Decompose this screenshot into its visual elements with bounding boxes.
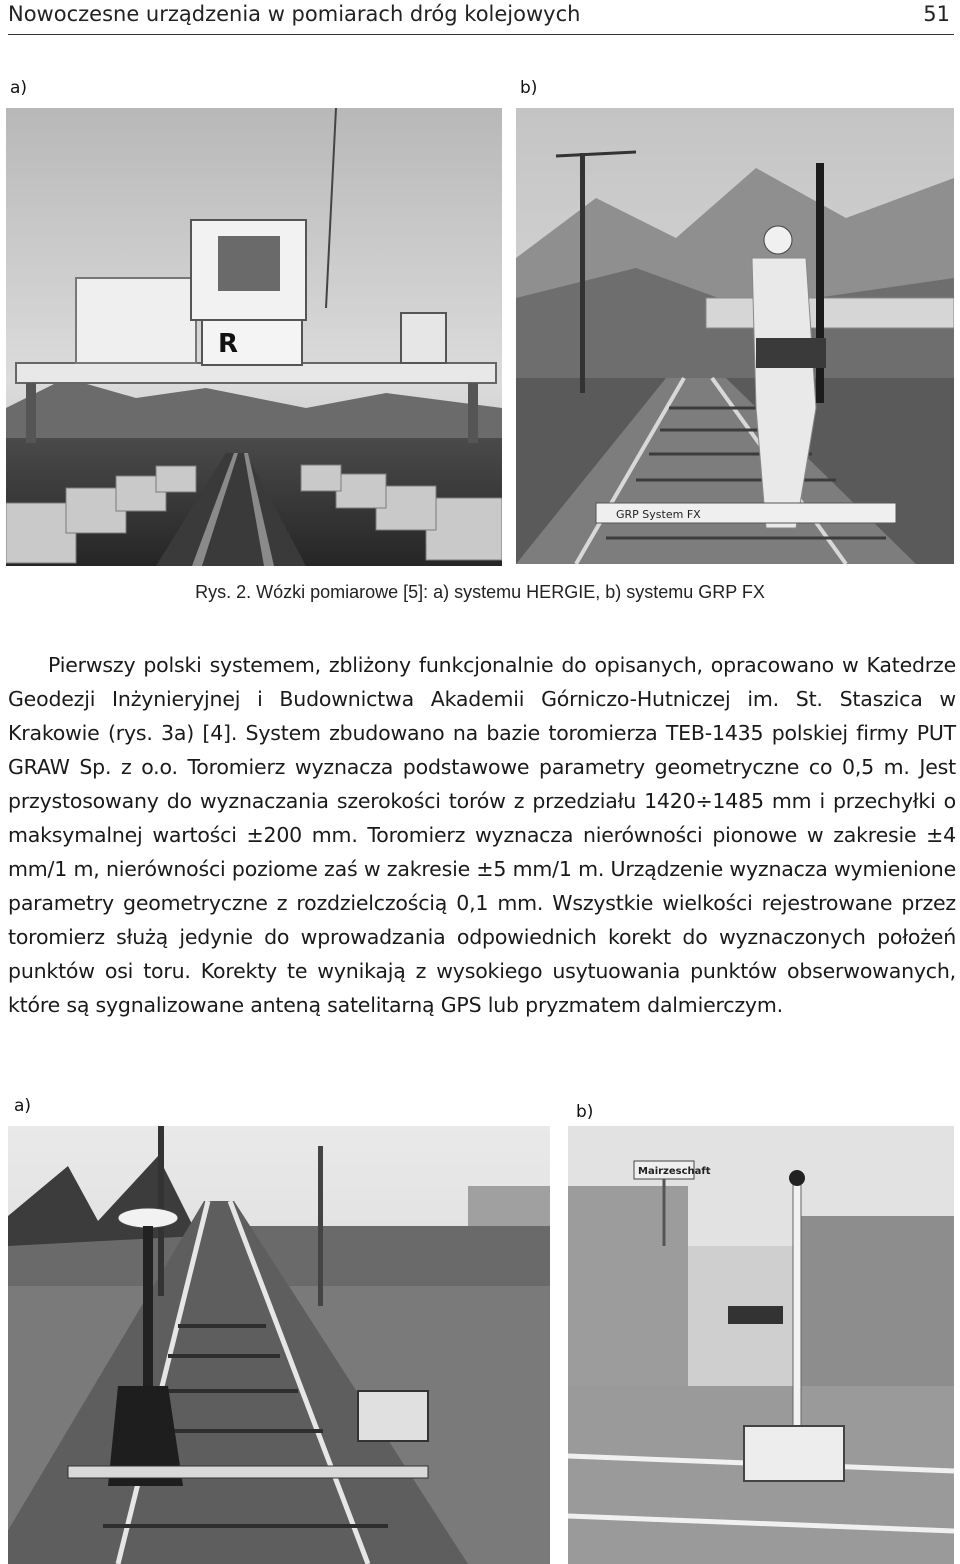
station-sign-text: Mairzeschaft	[638, 1166, 711, 1177]
page-number: 51	[923, 2, 950, 26]
trolley-logo-text: R	[218, 329, 239, 359]
body-paragraph: Pierwszy polski systemem, zbliżony funkcjonalnie do opisanych, opracowano w Katedrze Geodezji Inżynieryjnej i Budownictwa Akademii Górniczo-Hutniczej im. St. Staszica w Krakowie (rys. 3a) [4]. System zbudowano na bazie toromierza TEB-1435 polskiej firmy PUT GRAW Sp. z o.o. Toromierz wyznacza podstawowe parametry geometryczne co 0,5 m. Jest przystosowany do wyznaczania szerokości torów z przedziału 1420÷1485 mm i przechyłki o maksymalnej wartości ±200 mm. Toromierz wyznacza nierówności pionowe w zakresie ±4 mm/1 m, nierówności poziome zaś w zakresie ±5 mm/1 m. Urządzenie wyznacza wymienione parametry geometryczne z rozdzielczością 0,1 mm. Wszystkie wielkości rejestrowane przez toromierz służą jedynie do wprowadzania odpowiednich korekt do wyznaczonych położeń punktów osi toru. Korekty te wynikają z wysokiego usytuowania punktów obserwowanych, które są sygnalizowane anteną satelitarną GPS lub pryzmatem dalmierczym.	[8, 653, 956, 1017]
figure3-label-b: b)	[576, 1102, 594, 1122]
trolley-label-text: GRP System FX	[616, 508, 701, 521]
figure3a-photo-agh-system	[8, 1126, 550, 1564]
running-header	[8, 0, 954, 35]
figure3b-photo-gps-trolley	[568, 1126, 954, 1564]
figure2-label-a: a)	[10, 78, 28, 98]
body-text	[8, 648, 956, 1022]
figure2-caption: Rys. 2. Wózki pomiarowe [5]: a) systemu HERGIE, b) systemu GRP FX	[195, 582, 765, 602]
figure2-label-b: b)	[520, 78, 538, 98]
running-title: Nowoczesne urządzenia w pomiarach dróg kolejowych	[8, 2, 581, 26]
figure3-label-a: a)	[14, 1096, 32, 1116]
figure2a-photo-hergie-trolley	[6, 108, 502, 566]
figure2b-photo-grp-fx-trolley	[516, 108, 954, 564]
